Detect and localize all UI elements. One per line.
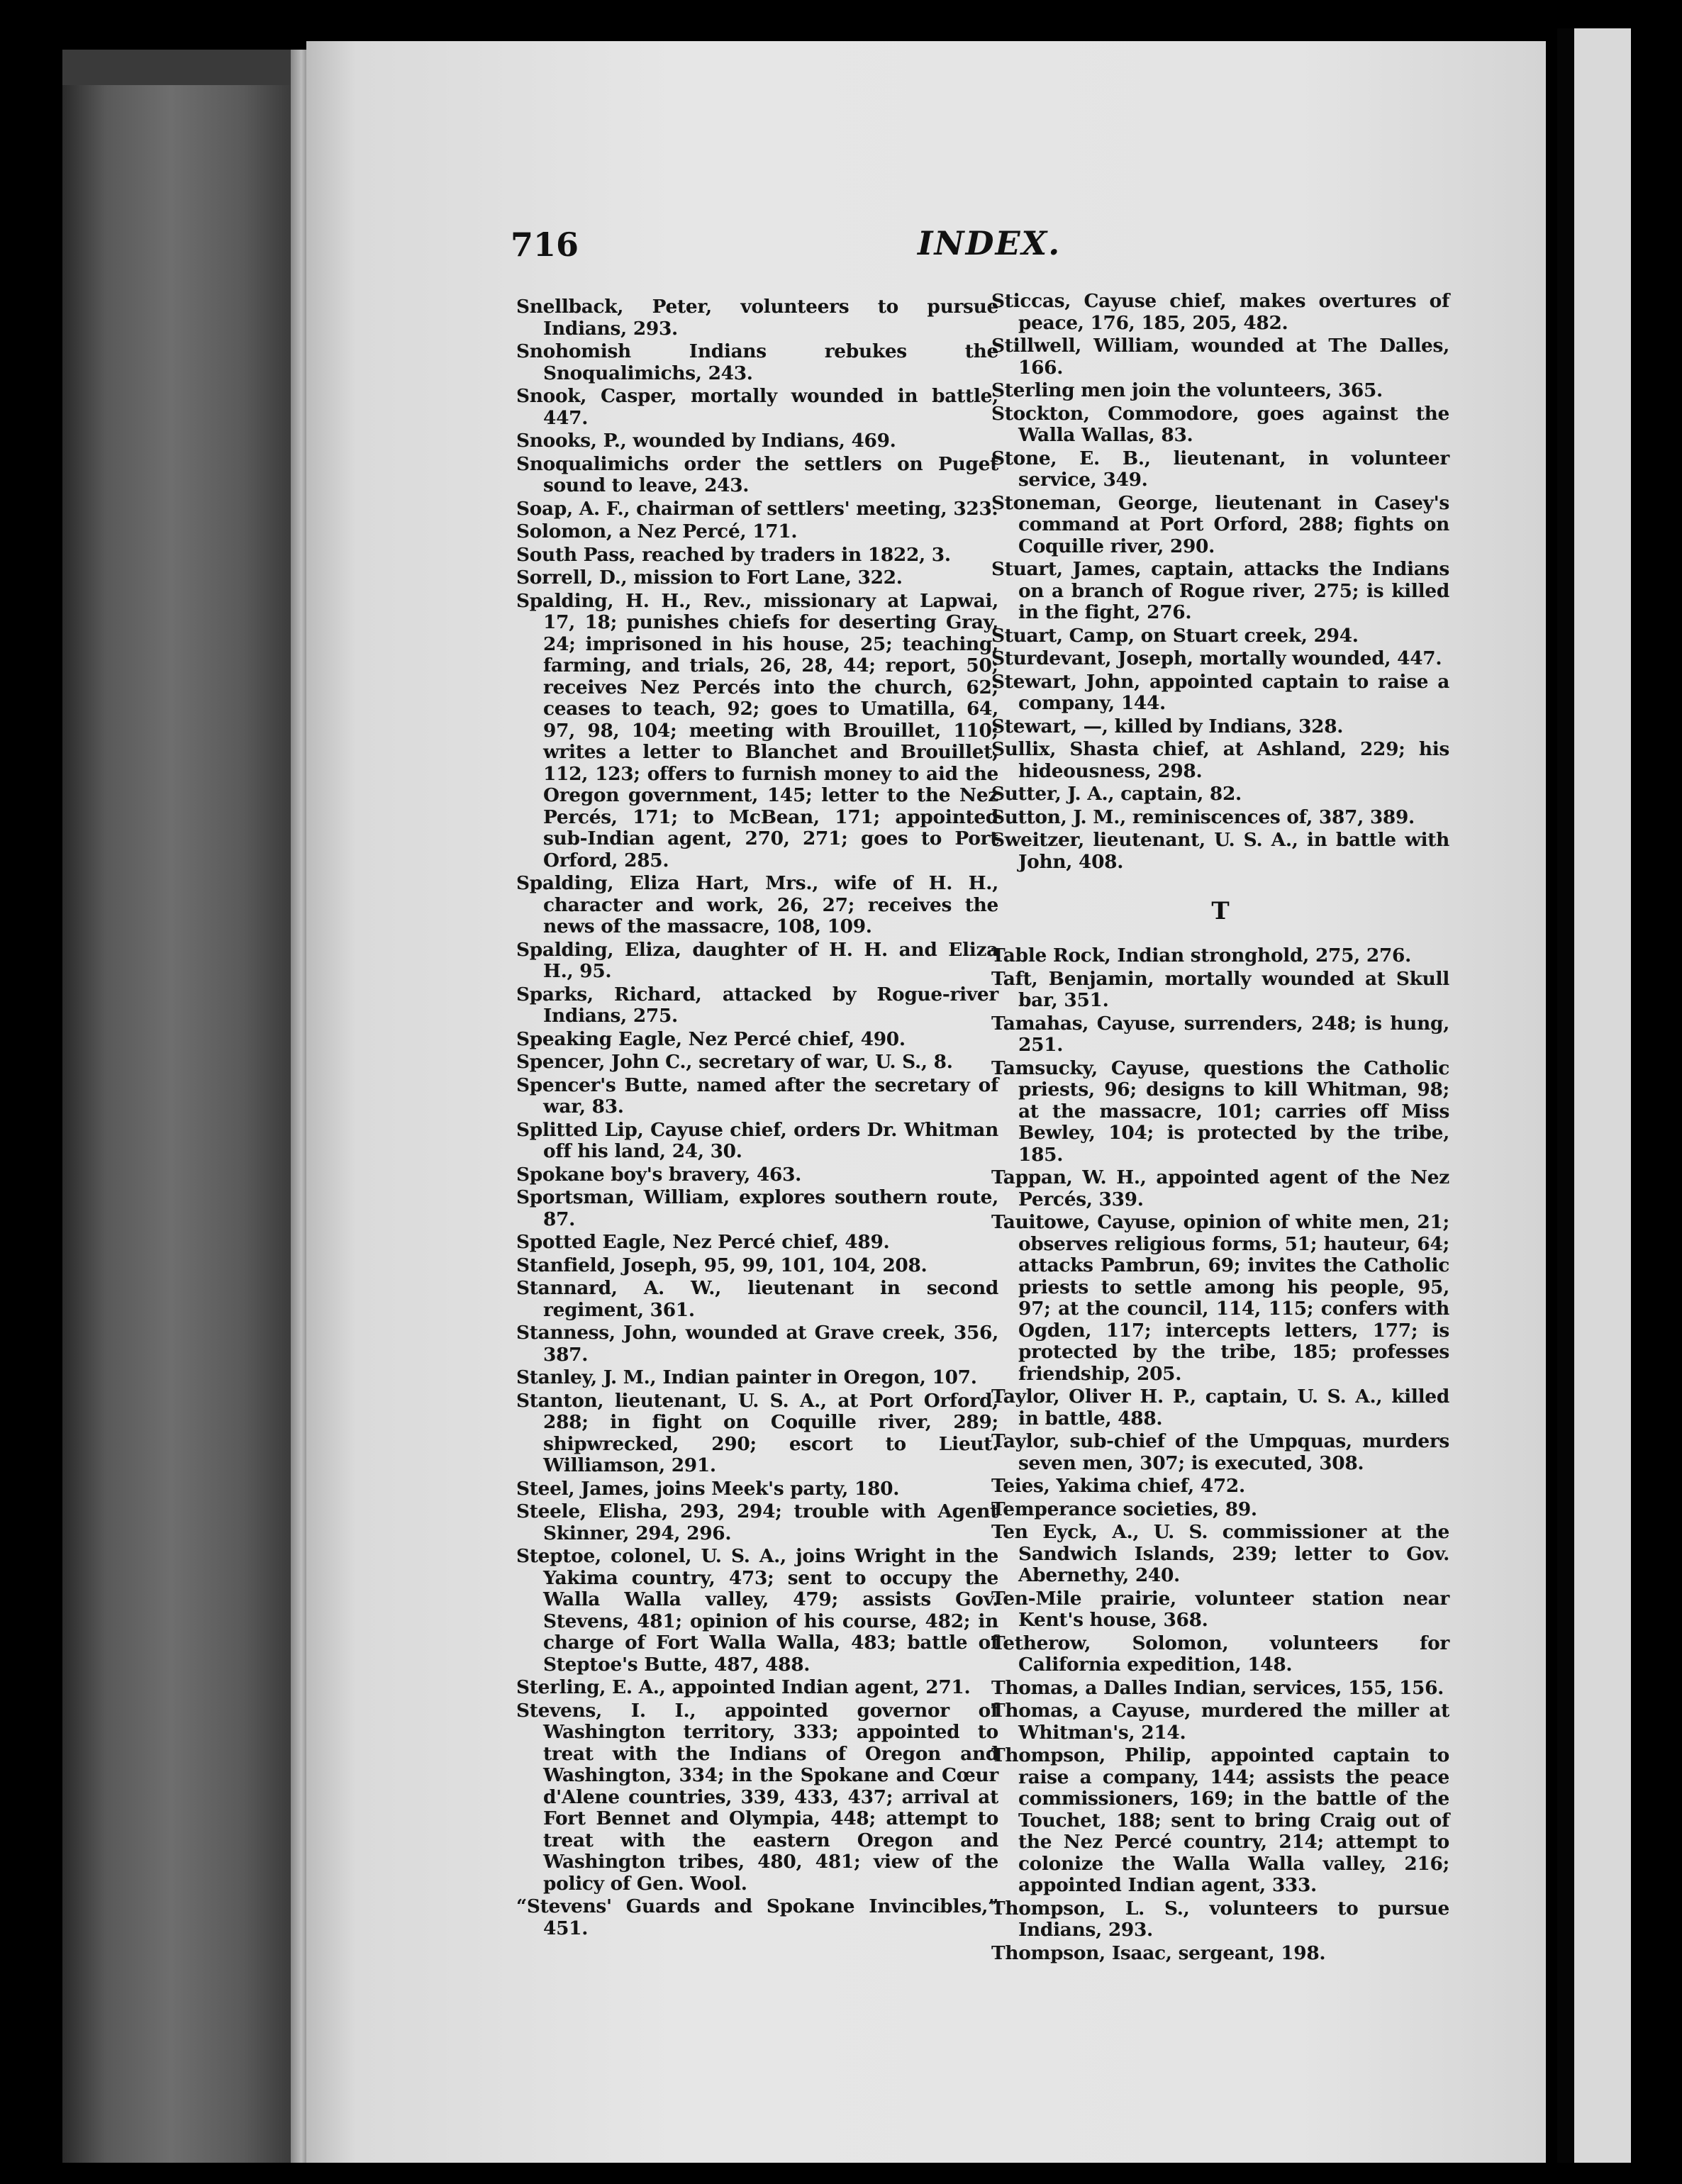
- page-edge-shadow: [1557, 28, 1574, 2163]
- index-entry: Stevens, I. I., appointed governor of Washington territory, 333; appointed to treat with the Indians of Oregon and Washington, 334; in the Spokane and Cœur d'Alene countries, 339, 433, 437; arrival at Fort Bennet and Olympia, 448; attempt to treat with the eastern Oregon and Washington tribes, 480, 481; view of the policy of Gen. Wool.: [516, 1699, 998, 1895]
- index-entry: Taylor, sub-chief of the Umpquas, murders seven men, 307; is executed, 308.: [991, 1430, 1449, 1474]
- index-entry: Ten-Mile prairie, volunteer station near Kent's house, 368.: [991, 1587, 1449, 1631]
- index-entry: Thomas, a Dalles Indian, services, 155, 156.: [991, 1676, 1444, 1699]
- index-entry: Thompson, L. S., volunteers to pursue Indians, 293.: [991, 1897, 1449, 1941]
- index-entry: Snook, Casper, mortally wounded in battle, 447.: [516, 385, 998, 429]
- index-entry: Stuart, Camp, on Stuart creek, 294.: [991, 624, 1359, 647]
- index-entry: Stoneman, George, lieutenant in Casey's command at Port Orford, 288; fights on Coquille river, 290.: [991, 491, 1449, 557]
- index-entry: Sweitzer, lieutenant, U. S. A., in battle with John, 408.: [991, 829, 1449, 873]
- index-entry: Temperance societies, 89.: [991, 1498, 1257, 1520]
- index-entry: Thompson, Isaac, sergeant, 198.: [991, 1941, 1326, 1964]
- index-entry: Steptoe, colonel, U. S. A., joins Wright in the Yakima country, 473; sent to occupy the Walla Walla valley, 479; assists Gov. Stevens, 481; opinion of his course, 482; in charge of Fort Walla Walla, 483; battle of Steptoe's Butte, 487, 488.: [516, 1545, 998, 1676]
- index-entry: Spencer, John C., secretary of war, U. S., 8.: [516, 1051, 953, 1073]
- index-entry: Table Rock, Indian stronghold, 275, 276.: [991, 945, 1411, 966]
- index-entry: Soap, A. F., chairman of settlers' meeting, 323.: [516, 497, 998, 520]
- index-entry: Stanley, J. M., Indian painter in Oregon, 107.: [516, 1366, 977, 1388]
- index-entry: Speaking Eagle, Nez Percé chief, 490.: [516, 1027, 906, 1050]
- page-number: 716: [511, 225, 579, 264]
- index-entry: Tauitowe, Cayuse, opinion of white men, 21; observes religious forms, 51; hauteur, 64; attacks Pambrun, 69; invites the Catholic priests to settle among his people, 95, 97; at the council, 114, 115; confers with Ogden, 117; intercepts letters, 177; is protected by the tribe, 185; professes friendship, 205.: [991, 1211, 1449, 1385]
- running-head: INDEX.: [918, 224, 1062, 262]
- index-entry: Sullix, Shasta chief, at Ashland, 229; his hideousness, 298.: [991, 738, 1449, 782]
- index-entry: Sutter, J. A., captain, 82.: [991, 783, 1242, 805]
- index-entry: Spalding, Eliza Hart, Mrs., wife of H. H., character and work, 26, 27; receives the news of the massacre, 108, 109.: [516, 872, 998, 937]
- index-entry: Tetherow, Solomon, volunteers for California expedition, 148.: [991, 1632, 1449, 1676]
- index-entry: Stanton, lieutenant, U. S. A., at Port Orford, 288; in fight on Coquille river, 289; shipwrecked, 290; escort to Lieut. Williamson, 291.: [516, 1389, 998, 1476]
- index-column-left: [516, 296, 998, 1941]
- index-entry: “Stevens' Guards and Spokane Invincibles,” 451.: [516, 1895, 998, 1939]
- index-entry: Sticcas, Cayuse chief, makes overtures of peace, 176, 185, 205, 482.: [991, 290, 1449, 334]
- index-entry: Stone, E. B., lieutenant, in volunteer service, 349.: [991, 447, 1449, 491]
- index-entry: Solomon, a Nez Percé, 171.: [516, 520, 798, 542]
- index-entry: Stillwell, William, wounded at The Dalles, 166.: [991, 335, 1449, 379]
- index-entry: Sterling, E. A., appointed Indian agent, 271.: [516, 1676, 971, 1698]
- index-entry: Teies, Yakima chief, 472.: [991, 1475, 1245, 1497]
- index-entry: Stannard, A. W., lieutenant in second regiment, 361.: [516, 1277, 998, 1321]
- index-entry: Stewart, —, killed by Indians, 328.: [991, 715, 1344, 737]
- index-entry: Snooks, P., wounded by Indians, 469.: [516, 430, 896, 452]
- index-entry: Snohomish Indians rebukes the Snoqualimichs, 243.: [516, 340, 998, 384]
- index-entry: Sorrell, D., mission to Fort Lane, 322.: [516, 567, 903, 589]
- index-entry: Sturdevant, Joseph, mortally wounded, 447.: [991, 647, 1442, 669]
- index-entry: Spokane boy's bravery, 463.: [516, 1163, 802, 1186]
- section-letter-heading: T: [1211, 897, 1230, 925]
- index-entry: Ten Eyck, A., U. S. commissioner at the Sandwich Islands, 239; letter to Gov. Abernethy, 240.: [991, 1521, 1449, 1586]
- index-entry: Spencer's Butte, named after the secretary of war, 83.: [516, 1074, 998, 1118]
- index-entry: Tamsucky, Cayuse, questions the Catholic priests, 96; designs to kill Whitman, 98; at the massacre, 101; carries off Miss Bewley, 104; is protected by the tribe, 185.: [991, 1057, 1449, 1166]
- index-entry: Snoqualimichs order the settlers on Puget sound to leave, 243.: [516, 452, 998, 496]
- next-page-edge: [1574, 28, 1631, 2163]
- index-entry: Tappan, W. H., appointed agent of the Nez Percés, 339.: [991, 1166, 1449, 1210]
- index-entry: Taft, Benjamin, mortally wounded at Skull bar, 351.: [991, 967, 1449, 1011]
- index-entry: Steele, Elisha, 293, 294; trouble with Agent Skinner, 294, 296.: [516, 1500, 998, 1544]
- index-entry: Sutton, J. M., reminiscences of, 387, 389.: [991, 806, 1415, 828]
- index-entry: Stanfield, Joseph, 95, 99, 101, 104, 208.: [516, 1254, 928, 1276]
- index-entry: Stanness, John, wounded at Grave creek, 356, 387.: [516, 1322, 998, 1366]
- index-entry: Stockton, Commodore, goes against the Walla Wallas, 83.: [991, 402, 1449, 446]
- book-spine: [62, 85, 303, 2163]
- index-entry: Spalding, Eliza, daughter of H. H. and Eliza H., 95.: [516, 938, 998, 982]
- index-entry: Spotted Eagle, Nez Percé chief, 489.: [516, 1231, 890, 1253]
- index-entry: Tamahas, Cayuse, surrenders, 248; is hung, 251.: [991, 1012, 1449, 1056]
- book-cover-top: [62, 50, 303, 85]
- index-entry: Thomas, a Cayuse, murdered the miller at Whitman's, 214.: [991, 1700, 1449, 1744]
- index-entry: Snellback, Peter, volunteers to pursue Indians, 293.: [516, 296, 998, 340]
- index-entry: Steel, James, joins Meek's party, 180.: [516, 1477, 900, 1500]
- index-entry: South Pass, reached by traders in 1822, 3.: [516, 543, 951, 566]
- index-entry: Splitted Lip, Cayuse chief, orders Dr. Whitman off his land, 24, 30.: [516, 1118, 998, 1162]
- index-entry: Stuart, James, captain, attacks the Indians on a branch of Rogue river, 275; is killed in the fight, 276.: [991, 558, 1449, 623]
- index-entry: Stewart, John, appointed captain to raise a company, 144.: [991, 670, 1449, 714]
- index-entry: Sterling men join the volunteers, 365.: [991, 379, 1383, 401]
- index-column-right: [991, 291, 1449, 1966]
- index-entry: Taylor, Oliver H. P., captain, U. S. A., killed in battle, 488.: [991, 1386, 1449, 1430]
- index-entry: Thompson, Philip, appointed captain to raise a company, 144; assists the peace commissioners, 169; in the battle of the Touchet, 188; sent to bring Craig out of the Nez Percé country, 214; attempt to colonize the Walla Walla valley, 216; appointed Indian agent, 333.: [991, 1744, 1449, 1896]
- index-entry: Sparks, Richard, attacked by Rogue-river Indians, 275.: [516, 983, 998, 1027]
- index-entry: Sportsman, William, explores southern route, 87.: [516, 1186, 998, 1230]
- index-entry: Spalding, H. H., Rev., missionary at Lapwai, 17, 18; punishes chiefs for deserting Gray, 24; imprisoned in his house, 25; teaching, farming, and trials, 26, 28, 44; report, 50; receives Nez Percés into the church, 62; ceases to teach, 92; goes to Umatilla, 64, 97, 98, 104; meeting with Brouillet, 110; writes a letter to Blanchet and Brouillet, 112, 123; offers to furnish money to aid the Oregon government, 145; letter to the Nez Percés, 171; to McBean, 171; appointed sub-Indian agent, 270, 271; goes to Port Orford, 285.: [516, 589, 998, 871]
